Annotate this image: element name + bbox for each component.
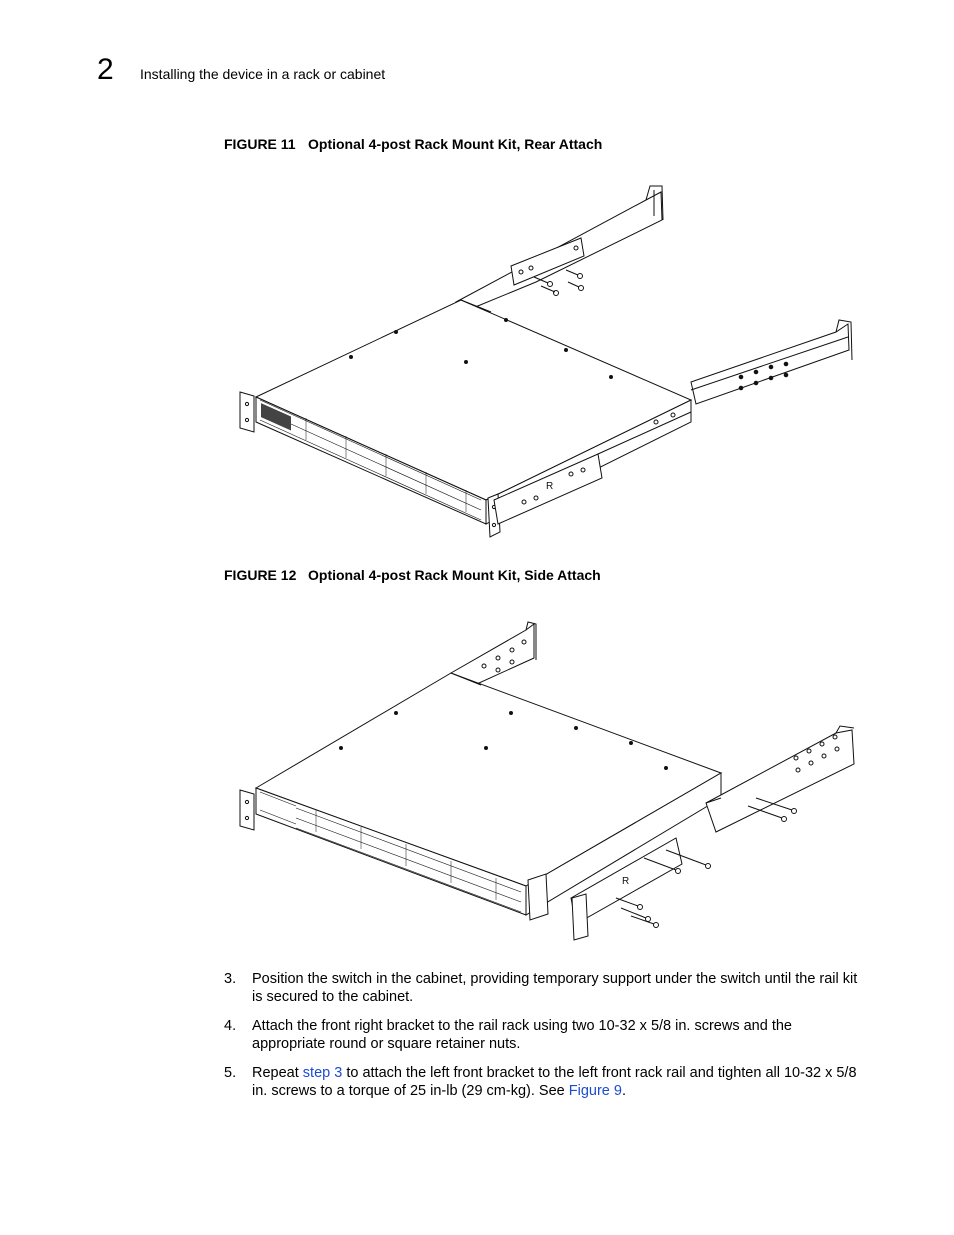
step-text-middle: to attach the left front bracket to the left front rack rail and tighten all 10-32 x 5/8 in. screws to a torque of 25 in-lb (29 cm-kg). See [252,1065,857,1099]
figure-12-title: Optional 4-post Rack Mount Kit, Side Attach [308,567,601,583]
figure-11-illustration [236,182,866,542]
step-item [224,970,864,1006]
step-3-link[interactable]: step 3 [302,1065,343,1081]
procedure-steps [224,970,864,1111]
chapter-title: Installing the device in a rack or cabinet [140,66,386,82]
figure-11-caption [224,135,602,153]
step-item [224,1064,864,1100]
step-number: 4. [224,1018,237,1034]
figure-11-label: FIGURE 11 [224,136,296,152]
figure-9-link[interactable]: Figure 9 [568,1083,622,1099]
step-text: Position the switch in the cabinet, providing temporary support under the switch until the rail kit is secured to the cabinet. [252,971,858,1005]
figure-11-title: Optional 4-post Rack Mount Kit, Rear Attach [308,136,603,152]
step-number: 5. [224,1065,237,1081]
chapter-number: 2 [97,53,114,86]
figure-12-caption [224,566,601,584]
step-text: Attach the front right bracket to the rail rack using two 10-32 x 5/8 in. screws and the appropriate round or square retainer nuts. [252,1018,792,1052]
step-text-before: Repeat [252,1065,303,1081]
bracket-r-mark: R [546,481,554,492]
step-number: 3. [224,971,237,987]
step-item [224,1017,864,1053]
figure-12-illustration [236,618,866,943]
step-text-after: . [621,1083,626,1099]
bracket-r-mark-2: R [622,876,630,887]
figure-12-label: FIGURE 12 [224,567,297,583]
